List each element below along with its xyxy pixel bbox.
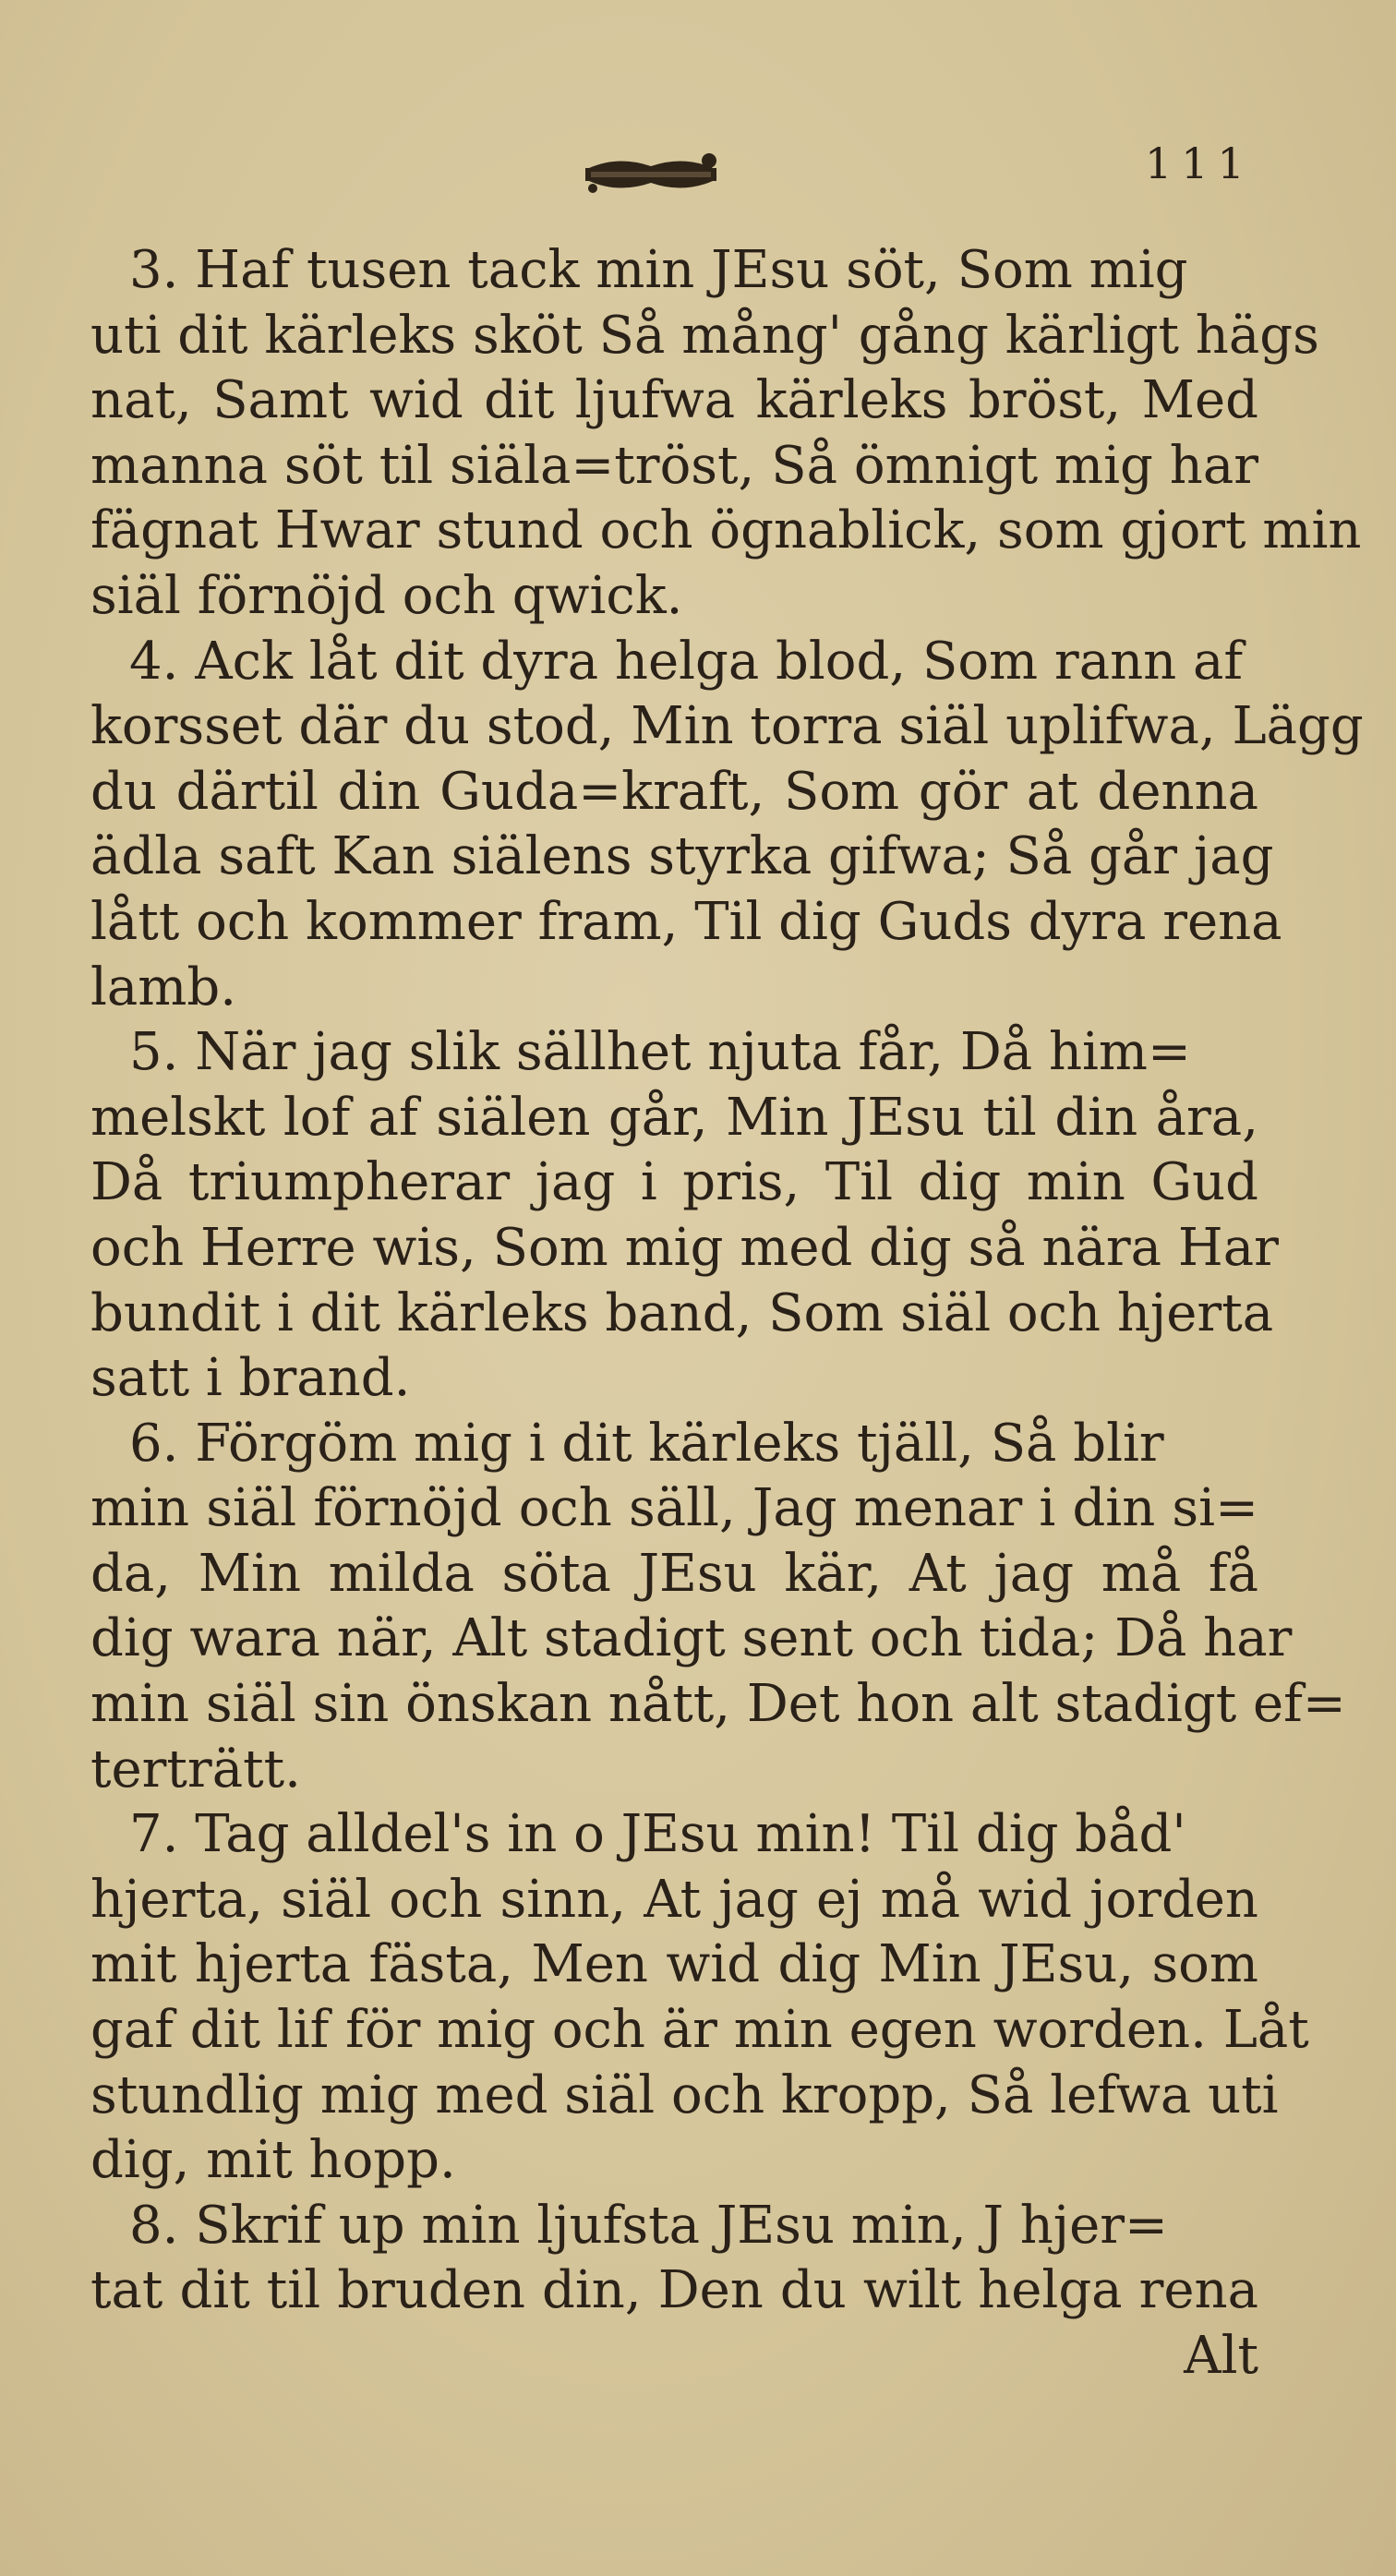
text-line: stundlig mig med siäl och kropp, Så lefwa uti xyxy=(90,2064,1279,2125)
text-line: 4. Ack låt dit dyra helga blod, Som rann af xyxy=(129,631,1244,692)
text-line: lamb. xyxy=(90,957,237,1017)
text-line: min siäl sin önskan nått, Det hon alt stadigt ef= xyxy=(90,1674,1346,1735)
text-line: dig, mit hopp. xyxy=(90,2130,456,2191)
text-line: uti dit kärleks sköt Så mång' gång kärligt hägs xyxy=(90,305,1319,366)
text-line: nat, Samt wid dit ljufwa kärleks bröst, Med xyxy=(90,370,1258,431)
text-line: ädla saft Kan siälens styrka gifwa; Så går jag xyxy=(90,826,1274,887)
page-number: 111 xyxy=(1145,138,1254,188)
text-line: tat dit til bruden din, Den du wilt helga rena xyxy=(90,2260,1258,2321)
text-line: Alt xyxy=(1184,2326,1258,2386)
text-line: 6. Förgöm mig i dit kärleks tjäll, Så blir xyxy=(129,1413,1164,1474)
text-line: dig wara när, Alt stadigt sent och tida; Då har xyxy=(90,1608,1293,1669)
text-line: gaf dit lif för mig och är min egen worden. Låt xyxy=(90,2000,1309,2061)
text-line: min siäl förnöjd och säll, Jag menar i din si= xyxy=(90,1478,1258,1539)
text-line: hjerta, siäl och sinn, At jag ej må wid jorden xyxy=(90,1869,1258,1930)
hymn-text xyxy=(90,238,1364,2389)
text-line: 5. När jag slik sällhet njuta får, Då him= xyxy=(129,1022,1191,1083)
text-line: satt i brand. xyxy=(90,1348,411,1409)
text-line: melskt lof af siälen går, Min JEsu til din åra, xyxy=(90,1087,1258,1148)
text-line: du därtil din Guda=kraft, Som gör at denna xyxy=(90,761,1258,822)
text-line: korsset där du stod, Min torra siäl uplifwa, Lägg xyxy=(90,696,1364,757)
text-line: fägnat Hwar stund och ögnablick, som gjort min xyxy=(90,500,1362,561)
text-line: Då triumpherar jag i pris, Til dig min Gud xyxy=(90,1152,1258,1213)
text-line: bundit i dit kärleks band, Som siäl och hjerta xyxy=(90,1282,1274,1343)
text-line: lått och kommer fram, Til dig Guds dyra rena xyxy=(90,891,1282,952)
header-ornament xyxy=(582,148,720,199)
text-line: da, Min milda söta JEsu kär, At jag må få xyxy=(90,1543,1258,1604)
text-line: 8. Skrif up min ljufsta JEsu min, J hjer= xyxy=(129,2195,1168,2256)
text-line: 7. Tag alldel's in o JEsu min! Til dig båd' xyxy=(129,1804,1186,1865)
text-line: terträtt. xyxy=(90,1739,301,1800)
text-line: manna söt til siäla=tröst, Så ömnigt mig har xyxy=(90,435,1258,496)
text-line: 3. Haf tusen tack min JEsu söt, Som mig xyxy=(129,240,1188,300)
text-line: mit hjerta fästa, Men wid dig Min JEsu, som xyxy=(90,1934,1258,1995)
text-line: och Herre wis, Som mig med dig så nära Har xyxy=(90,1217,1279,1278)
text-line: siäl förnöjd och qwick. xyxy=(90,565,683,626)
